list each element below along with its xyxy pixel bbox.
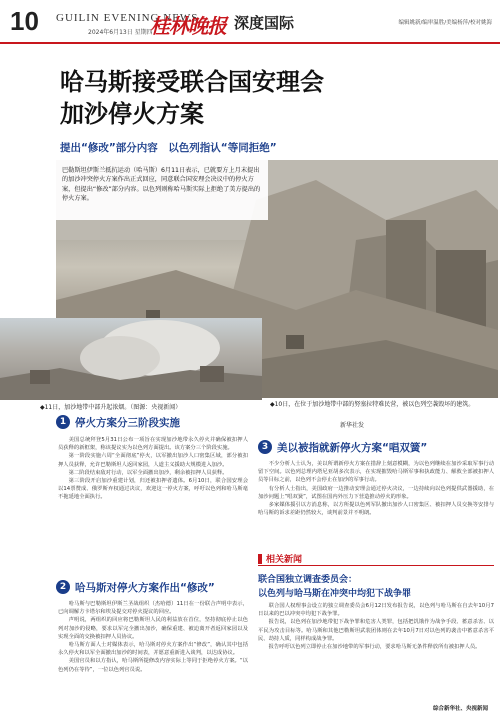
section-1-paragraph: 美国总统拜登5月31日公布一项旨在实现加沙地带永久停火并确保被扣押人员获释的新框架，称该提议实为以色列方面提出。该方案分三个阶段实施。: [58, 437, 248, 452]
section-1-number: 1: [56, 415, 70, 429]
section-1-paragraph: 第二阶段结束敌对行动，以军全面撤出加沙，剩余被扣押人员获释。: [68, 469, 228, 476]
section-1-paragraph: 第三阶段开启加沙重建计划，归还被扣押者遗体。6月10日，联合国安理会以14票赞成、俄罗斯弃权通过决议，欢迎这一停火方案，呼吁以色列和哈马斯毫不拖延地全面执行。: [58, 478, 248, 501]
section-1-body: [58, 436, 248, 502]
smoke-illustration: [0, 318, 262, 400]
issue-date: 2024年6月13日 星期四: [88, 29, 153, 36]
section-3-paragraph: 多家媒体援引以方消息称，以方所提以色列军队撤出加沙人口密集区、被扣押人员交换等安排与哈马斯的诉求差距仍然较大，谈判前景并不明朗。: [258, 502, 494, 517]
section-2-heading: [56, 580, 215, 594]
related-news-label: 相关新闻: [266, 555, 303, 565]
related-news-marker: [258, 554, 262, 564]
section-1-heading: [56, 415, 180, 429]
related-news-subtitle: 以色列与哈马斯在冲突中均犯下战争罪: [258, 589, 412, 599]
related-news-paragraph: 联合国人权理事会设立的独立调查委员会6月12日发布报告说，以色列与哈马斯在自去年10月7日以来的巴以冲突中均犯下战争罪。: [258, 603, 494, 618]
section-3-heading: [258, 440, 427, 454]
related-news-header: [258, 552, 302, 565]
section-2-paragraph: 哈马斯方面人士对媒体表示，哈马斯对停火方案作出“修改”，确认其中包括永久停火和以军全面撤出加沙的时间表，并愿意重新进入谈判，以达成协议。: [58, 642, 248, 657]
headline-line-2: 加沙停火方案: [60, 100, 204, 128]
newspaper-logo: 桂林晚报: [150, 14, 226, 38]
section-2-paragraph: 哈马斯与巴勒斯坦伊斯兰圣战组织（杰哈德）11日在一份联合声明中表示，已向调解方卡塔尔和埃及提交对停火提议的回应。: [58, 601, 248, 616]
section-1-paragraph: 第一阶段实施六周“全面彻底”停火，以军撤出加沙人口密集区域，部分被扣押人员获释，允许巴勒斯坦人返回家园，人道主义援助大规模进入加沙。: [58, 453, 248, 468]
related-news-title: 联合国独立调查委员会：: [258, 575, 358, 585]
section-3-number: 3: [258, 440, 272, 454]
section-1-title: 停火方案分三阶段实施: [75, 416, 180, 429]
related-news-rule: [258, 565, 494, 566]
section-2-paragraph: 美国官员和以方指认，哈马斯所提修改内容实际上等同于拒绝停火方案。“以色列仍在等待”，一位以色列官员说。: [58, 658, 248, 673]
section-3-body: [258, 460, 494, 517]
smoke-photo: [0, 318, 262, 400]
section-2-body: [58, 600, 248, 674]
section-name: 深度国际: [234, 14, 295, 32]
related-news-body: [258, 602, 494, 651]
photo-credit: 新华社发: [340, 422, 365, 429]
lead-paragraph: 巴勒斯坦伊斯兰抵抗运动（哈马斯）6月11日表示，已就要方上月末提出的加沙冲突停火方案作出正式回应，同意联合国安理会决议中的停火方案，但提出“修改”部分内容。以色列则称哈马斯实际上拒绝了美方提出的停火方案。: [56, 160, 268, 220]
headline: [60, 66, 380, 130]
section-3-paragraph: 不少分析人士认为，美以所谓新停火方案在措辞上刻意模糊，为以色列继续在加沙采取军事行动留下空间。以色列总理内塔尼亚胡多次表示，在实现摧毁哈马斯军事和执政能力、解救全部被扣押人员等目标之前，以色列不会停止在加沙的军事行动。: [258, 461, 494, 484]
subheadline: 提出“修改”部分内容 以色列指认“等同拒绝”: [60, 142, 277, 154]
header-rule: [0, 42, 500, 44]
editor-credits: 编辑姚新/编审温胜/美编杨萍/校对姚海: [398, 20, 492, 26]
section-2-paragraph: 声明说，两组织的回应将巴勒斯坦人民的利益放在首位，坚持彻底停止以色列对加沙的侵略，要求以军完全撤出加沙，确保重建、被迫离开者返回家园以及实现全面的交换被扣押人员协议。: [58, 617, 248, 640]
related-news-paragraph: 报告呼吁以色列立即停止在加沙地带的军事行动，要求哈马斯无条件释放所有被扣押人员。: [268, 644, 481, 651]
section-3-title: 美以被指就新停火方案“唱双簧”: [277, 441, 428, 454]
headline-line-1: 哈马斯接受联合国安理会: [60, 68, 324, 96]
section-3-paragraph: 有分析人士指出，美国政府一边推动安理会通过停火决议，一边持续向以色列提供武器援助，在加沙问题上“唱双簧”，试图在国内外压力下营造推动停火的形象。: [258, 485, 494, 500]
section-2-title: 哈马斯对停火方案作出“修改”: [75, 581, 215, 594]
section-2-number: 2: [56, 580, 70, 594]
news-source: 综合新华社、央视新闻: [432, 706, 488, 712]
smoke-photo-caption: ◆11日，加沙地带中部升起浓烟。（图源：央视新闻）: [40, 404, 182, 411]
page-number: 10: [10, 6, 39, 36]
related-news-paragraph: 报告说，以色列在加沙地带犯下战争罪和危害人类罪，包括把饥饿作为战争手段、蓄意杀害、以平民为攻击目标等。哈马斯和其他巴勒斯坦武装团体则在去年10月7日对以色列的袭击中蓄意杀害平民、劫持人质，同样构成战争罪。: [258, 619, 494, 642]
newspaper-english-title: GUILIN EVENING NEWS: [56, 12, 199, 24]
photo-caption: ◆10日，在位于加沙地带中部的努塞拉特难民营，被以色列空袭毁坏的建筑。: [270, 401, 475, 408]
page-header: [0, 0, 500, 48]
